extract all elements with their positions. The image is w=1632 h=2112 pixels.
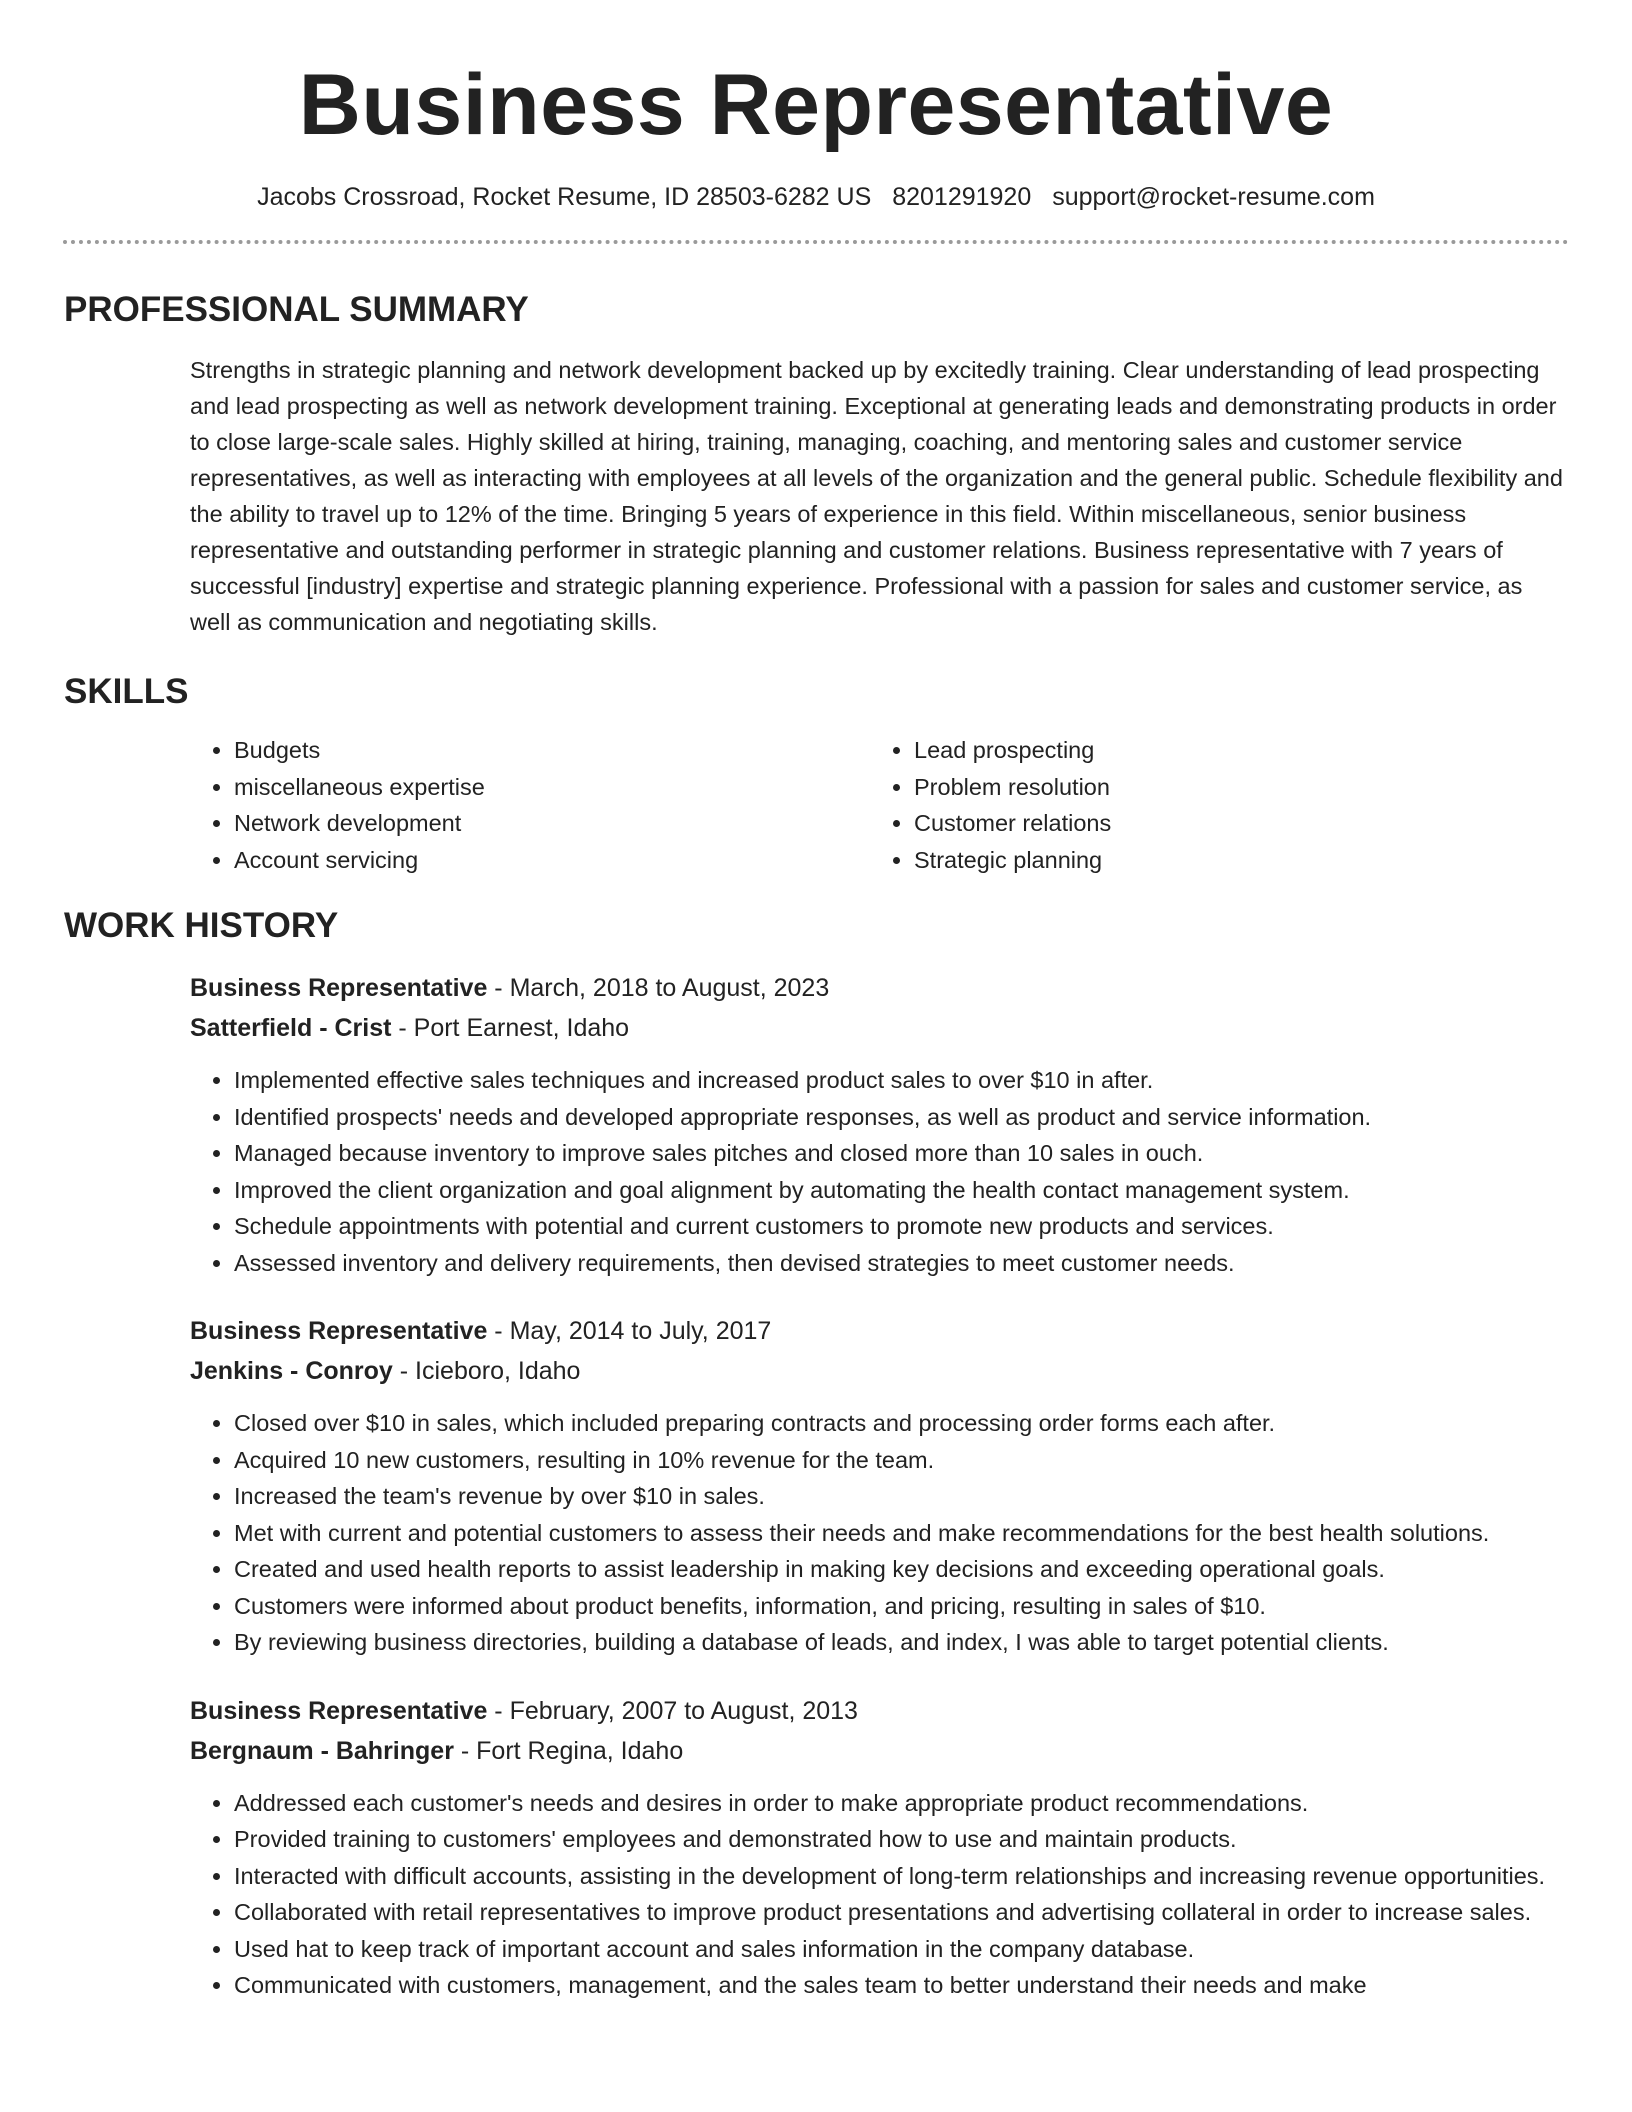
summary-section [64, 288, 1568, 640]
summary-text: Strengths in strategic planning and network development backed up by excitedly training. Clear understanding of lead prospecting and lead prospecting as well as network development training. Exceptional at generating leads and demonstrating products in order to close large-scale sales. Highly skilled at hiring, training, managing, coaching, and mentoring sales and customer service representatives, as well as interacting with employees at all levels of the organization and the general public. Schedule flexibility and the ability to travel up to 12% of the time. Bringing 5 years of experience in this field. Within miscellaneous, senior business representative and outstanding performer in strategic planning and customer relations. Business representative with 7 years of successful [industry] expertise and strategic planning experience. Professional with a passion for sales and customer service, as well as communication and negotiating skills. [190, 357, 1563, 635]
candidate-name: Business Representative [298, 57, 1334, 153]
job-dates: - February, 2007 to August, 2013 [487, 1696, 858, 1725]
job-entry [190, 968, 1568, 1281]
job-title-line [190, 1311, 1568, 1351]
job-entry [190, 1691, 1568, 2004]
work-history-body [190, 968, 1568, 2004]
skill-item: • Lead prospecting [914, 732, 1568, 769]
job-company-line [190, 1351, 1568, 1391]
skills-list-right [870, 732, 1568, 878]
work-history-section [64, 904, 1568, 2004]
job-bullet-list [190, 1785, 1568, 2004]
skill-item: • miscellaneous expertise [234, 769, 870, 806]
skill-item: • Customer relations [914, 805, 1568, 842]
header-divider [63, 240, 1569, 244]
job-bullet: • Managed because inventory to improve sales pitches and closed more than 10 sales in ouch. [234, 1135, 1568, 1172]
skill-item: • Strategic planning [914, 842, 1568, 879]
job-location: - Fort Regina, Idaho [453, 1736, 684, 1765]
job-bullet: • Implemented effective sales techniques and increased product sales to over $10 in after. [234, 1062, 1568, 1099]
job-role: Business Representative [190, 1317, 488, 1345]
job-bullet: • Communicated with customers, management, and the sales team to better understand their needs and make [234, 1967, 1568, 2004]
job-bullet: • Used hat to keep track of important account and sales information in the company database. [234, 1931, 1568, 1968]
job-bullet: • Increased the team's revenue by over $10 in sales. [234, 1478, 1568, 1515]
contact-line [0, 180, 1632, 214]
skill-item: • Budgets [234, 732, 870, 769]
skill-item: • Problem resolution [914, 769, 1568, 806]
work-history-heading: WORK HISTORY [64, 906, 339, 945]
contact-phone: 8201291920 [892, 183, 1032, 211]
job-company-line [190, 1731, 1568, 1771]
job-company: Bergnaum - Bahringer [190, 1736, 454, 1765]
resume-header [0, 0, 1632, 214]
contact-email[interactable]: support@rocket-resume.com [1052, 183, 1375, 211]
skills-heading: SKILLS [64, 672, 189, 711]
skills-list-left [190, 732, 870, 878]
job-company: Jenkins - Conroy [190, 1357, 393, 1385]
skills-section [64, 670, 1568, 878]
job-title-line [190, 968, 1568, 1008]
job-bullet: • Closed over $10 in sales, which included preparing contracts and processing order forms each after. [234, 1405, 1568, 1442]
job-role: Business Representative [190, 1696, 488, 1725]
job-dates: - May, 2014 to July, 2017 [487, 1317, 772, 1345]
job-bullet-list [190, 1062, 1568, 1281]
job-bullet: • By reviewing business directories, building a database of leads, and index, I was able to target potential clients. [234, 1624, 1568, 1661]
job-bullet: • Collaborated with retail representatives to improve product presentations and advertising collateral in order to increase sales. [234, 1894, 1568, 1931]
job-title-line [190, 1691, 1568, 1731]
job-bullet: • Assessed inventory and delivery requirements, then devised strategies to meet customer needs. [234, 1245, 1568, 1282]
job-bullet: • Schedule appointments with potential and current customers to promote new products and services. [234, 1208, 1568, 1245]
job-bullet: • Provided training to customers' employees and demonstrated how to use and maintain products. [234, 1821, 1568, 1858]
job-bullet: • Met with current and potential customers to assess their needs and make recommendations for the best health solutions. [234, 1515, 1568, 1552]
job-bullet: • Identified prospects' needs and developed appropriate responses, as well as product and service information. [234, 1099, 1568, 1136]
job-entry [190, 1311, 1568, 1661]
summary-heading: PROFESSIONAL SUMMARY [64, 290, 529, 329]
job-company: Satterfield - Crist [190, 1014, 392, 1042]
skill-item: • Account servicing [234, 842, 870, 879]
job-bullet: • Interacted with difficult accounts, assisting in the development of long-term relationships and increasing revenue opportunities. [234, 1858, 1568, 1895]
skill-item: • Network development [234, 805, 870, 842]
job-location: - Icieboro, Idaho [392, 1357, 581, 1385]
job-role: Business Representative [190, 974, 488, 1002]
contact-address: Jacobs Crossroad, Rocket Resume, ID 28503-6282 US [257, 183, 872, 211]
job-bullet-list [190, 1405, 1568, 1661]
job-bullet: • Acquired 10 new customers, resulting in 10% revenue for the team. [234, 1442, 1568, 1479]
job-bullet: • Improved the client organization and goal alignment by automating the health contact management system. [234, 1172, 1568, 1209]
job-bullet: • Addressed each customer's needs and desires in order to make appropriate product recommendations. [234, 1785, 1568, 1822]
job-dates: - March, 2018 to August, 2023 [487, 974, 830, 1002]
job-bullet: • Customers were informed about product benefits, information, and pricing, resulting in sales of $10. [234, 1588, 1568, 1625]
skills-grid [190, 732, 1568, 878]
job-location: - Port Earnest, Idaho [391, 1014, 630, 1042]
job-bullet: • Created and used health reports to assist leadership in making key decisions and exceeding operational goals. [234, 1551, 1568, 1588]
summary-body [190, 352, 1568, 640]
skills-body [190, 732, 1568, 878]
job-company-line [190, 1008, 1568, 1048]
